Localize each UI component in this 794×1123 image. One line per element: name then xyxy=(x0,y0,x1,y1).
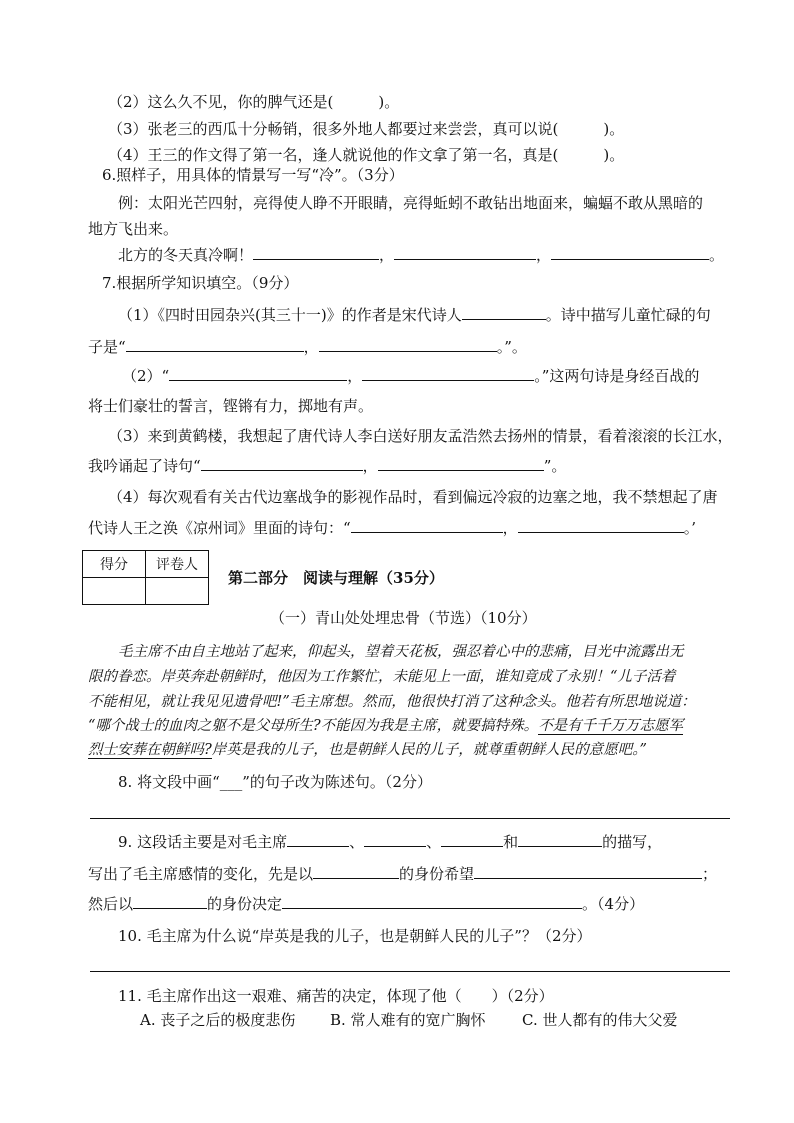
q9-text-g: 的身份希望 xyxy=(399,865,475,883)
score-table xyxy=(82,550,209,605)
q7-s1-text-d: ， xyxy=(303,338,319,356)
q7-s2-text-a: （2）“ xyxy=(122,367,170,385)
q7-s4-text-c: ， xyxy=(502,519,518,537)
q9-text-b: 、 xyxy=(349,833,365,851)
q5-item-3: （3）张老三的西瓜十分畅销，很多外地人都要过来尝尝，真可以说( )。 xyxy=(108,120,625,138)
q9-blank-4[interactable] xyxy=(518,832,602,847)
q7-s4-blank-1[interactable] xyxy=(351,518,503,533)
q7-s2-line2: 将士们豪壮的誓言，铿锵有力，掷地有声。 xyxy=(88,397,374,415)
q7-s3-line2 xyxy=(88,456,566,476)
q6-answer-line xyxy=(118,245,724,265)
section1-title: （一）青山处处埋忠骨（节选）（10分） xyxy=(270,609,537,627)
q6-prompt: 6.照样子，用具体的情景写一写“冷”。（3分） xyxy=(102,166,404,184)
passage-line-4-text: “哪个战士的血肉之躯不是父母所生?不能因为我是主席，就要搞特殊。 xyxy=(88,718,539,734)
q7-s4-text-b: 代诗人王之涣《凉州词》里面的诗句：“ xyxy=(88,519,351,537)
q7-s2-text-b: ， xyxy=(347,367,363,385)
q7-s3-text-b: 我吟诵起了诗句“ xyxy=(88,457,201,475)
q7-s2-blank-1[interactable] xyxy=(169,366,347,381)
q7-s4-line2 xyxy=(88,518,696,538)
q9-text-j: 的身份决定 xyxy=(207,895,283,913)
q5-item-2: （2）这么久不见，你的脾气还是( )。 xyxy=(108,93,400,111)
q7-s1-text-c: 子是“ xyxy=(88,338,126,356)
q7-s3-comma: ， xyxy=(362,457,378,475)
q7-s3-line1: （3）来到黄鹤楼，我想起了唐代诗人李白送好朋友孟浩然去扬州的情景，看着滚滚的长江水， xyxy=(108,427,733,445)
q11-prompt: 11. 毛主席作出这一艰难、痛苦的决定，体现了他（ ）（2分） xyxy=(118,987,554,1005)
passage-line-4 xyxy=(88,716,683,736)
q9-blank-8[interactable] xyxy=(282,894,582,909)
q9-text-a: 9. 这段话主要是对毛主席 xyxy=(118,833,288,851)
q10-answer-line[interactable] xyxy=(90,971,730,972)
q8-prompt: 8. 将文段中画“___”的句子改为陈述句。（2分） xyxy=(118,773,432,791)
q7-s1-blank-2[interactable] xyxy=(319,337,497,352)
q7-s2-line1 xyxy=(122,366,699,386)
q9-blank-5[interactable] xyxy=(313,864,399,879)
q9-line-3 xyxy=(88,894,644,914)
q9-blank-7[interactable] xyxy=(133,894,207,909)
q9-text-i: 然后以 xyxy=(88,895,134,913)
q7-s1-text-a: （1）《四时田园杂兴(其三十一)》的作者是宋代诗人 xyxy=(118,306,462,324)
passage-line-5 xyxy=(88,740,647,760)
q9-blank-1[interactable] xyxy=(287,832,349,847)
q11-option-b[interactable]: B. 常人难有的宽广胸怀 xyxy=(330,1011,486,1029)
q9-line-2 xyxy=(88,864,717,884)
score-cell[interactable] xyxy=(83,578,146,605)
q7-s4-line1: （4）每次观看有关古代边塞战争的影视作品时，看到偏远冷寂的边塞之地，我不禁想起了唐 xyxy=(108,488,718,506)
q6-blank-2[interactable] xyxy=(394,245,536,260)
q7-s4-text-d: 。’ xyxy=(683,519,696,537)
q6-comma-1: ， xyxy=(379,246,395,264)
q7-s1-text-b: 。诗中描写儿童忙碌的句 xyxy=(545,306,711,324)
q6-comma-2: ， xyxy=(536,246,552,264)
passage-line-1: 毛主席不由自主地站了起来，仰起头，望着天花板，强忍着心中的悲痛，目光中流露出无 xyxy=(118,644,684,660)
q9-blank-3[interactable] xyxy=(441,832,503,847)
q6-answer-start: 北方的冬天真冷啊！ xyxy=(118,246,254,264)
q7-s1-blank-poet[interactable] xyxy=(462,305,546,320)
q9-text-d: 和 xyxy=(503,833,519,851)
q8-answer-line[interactable] xyxy=(90,818,730,819)
q6-example-line1: 例：太阳光芒四射，亮得使人睁不开眼睛，亮得蚯蚓不敢钻出地面来，蝙蝠不敢从黑暗的 xyxy=(118,194,704,212)
q6-period: 。 xyxy=(709,246,725,264)
q11-option-c[interactable]: C. 世人都有的伟大父爱 xyxy=(522,1011,678,1029)
passage-underlined-sentence-b: 烈士安葬在朝鲜吗? xyxy=(88,742,212,758)
q7-s1-line2 xyxy=(88,337,527,357)
q7-s1-blank-1[interactable] xyxy=(126,337,304,352)
q9-line-1 xyxy=(118,832,662,852)
q7-s3-blank-1[interactable] xyxy=(201,456,363,471)
q9-text-c: 、 xyxy=(426,833,442,851)
q7-prompt: 7.根据所学知识填空。（9分） xyxy=(102,274,299,292)
q7-s3-text-c: ”。 xyxy=(543,457,567,475)
q10-prompt: 10. 毛主席为什么说“岸英是我的儿子，也是朝鲜人民的儿子”？（2分） xyxy=(118,927,592,945)
q9-text-e: 的描写， xyxy=(602,833,663,851)
grader-header: 评卷人 xyxy=(146,551,209,578)
q7-s2-blank-2[interactable] xyxy=(362,366,534,381)
passage-line-3: 不能相见，就让我见见遗骨吧!”毛主席想。然而，他很快打消了这种念头。他若有所思地说道： xyxy=(88,694,696,710)
q7-s2-text-c: 。”这两句诗是身经百战的 xyxy=(534,367,700,385)
q9-text-f: 写出了毛主席感情的变化，先是以 xyxy=(88,865,314,883)
q7-s1-text-e: 。”。 xyxy=(496,338,527,356)
q9-blank-2[interactable] xyxy=(364,832,426,847)
q6-blank-1[interactable] xyxy=(253,245,379,260)
passage-line-2: 限的眷恋。岸英奔赴朝鲜时，他因为工作繁忙，未能见上一面，谁知竟成了永别！“儿子活着 xyxy=(88,669,676,685)
q9-text-k: 。（4分） xyxy=(582,895,645,913)
q6-blank-3[interactable] xyxy=(551,245,709,260)
q6-example-line2: 地方飞出来。 xyxy=(88,220,179,238)
passage-underlined-sentence-a: 不是有千千万万志愿军 xyxy=(538,718,684,734)
q9-blank-6[interactable] xyxy=(474,864,702,879)
passage-line-5-text: 岸英是我的儿子，也是朝鲜人民的儿子，就尊重朝鲜人民的意愿吧。” xyxy=(211,742,647,758)
q7-s3-blank-2[interactable] xyxy=(378,456,544,471)
grader-cell[interactable] xyxy=(146,578,209,605)
q5-item-4: （4）王三的作文得了第一名，逢人就说他的作文拿了第一名，真是( )。 xyxy=(108,146,625,164)
q7-s1-line1 xyxy=(118,305,711,325)
q7-s4-blank-2[interactable] xyxy=(518,518,684,533)
q11-option-a[interactable]: A. 丧子之后的极度悲伤 xyxy=(140,1011,296,1029)
score-header: 得分 xyxy=(83,551,146,578)
part2-title: 第二部分 阅读与理解（35分） xyxy=(228,569,444,587)
q9-text-h: ； xyxy=(702,865,718,883)
